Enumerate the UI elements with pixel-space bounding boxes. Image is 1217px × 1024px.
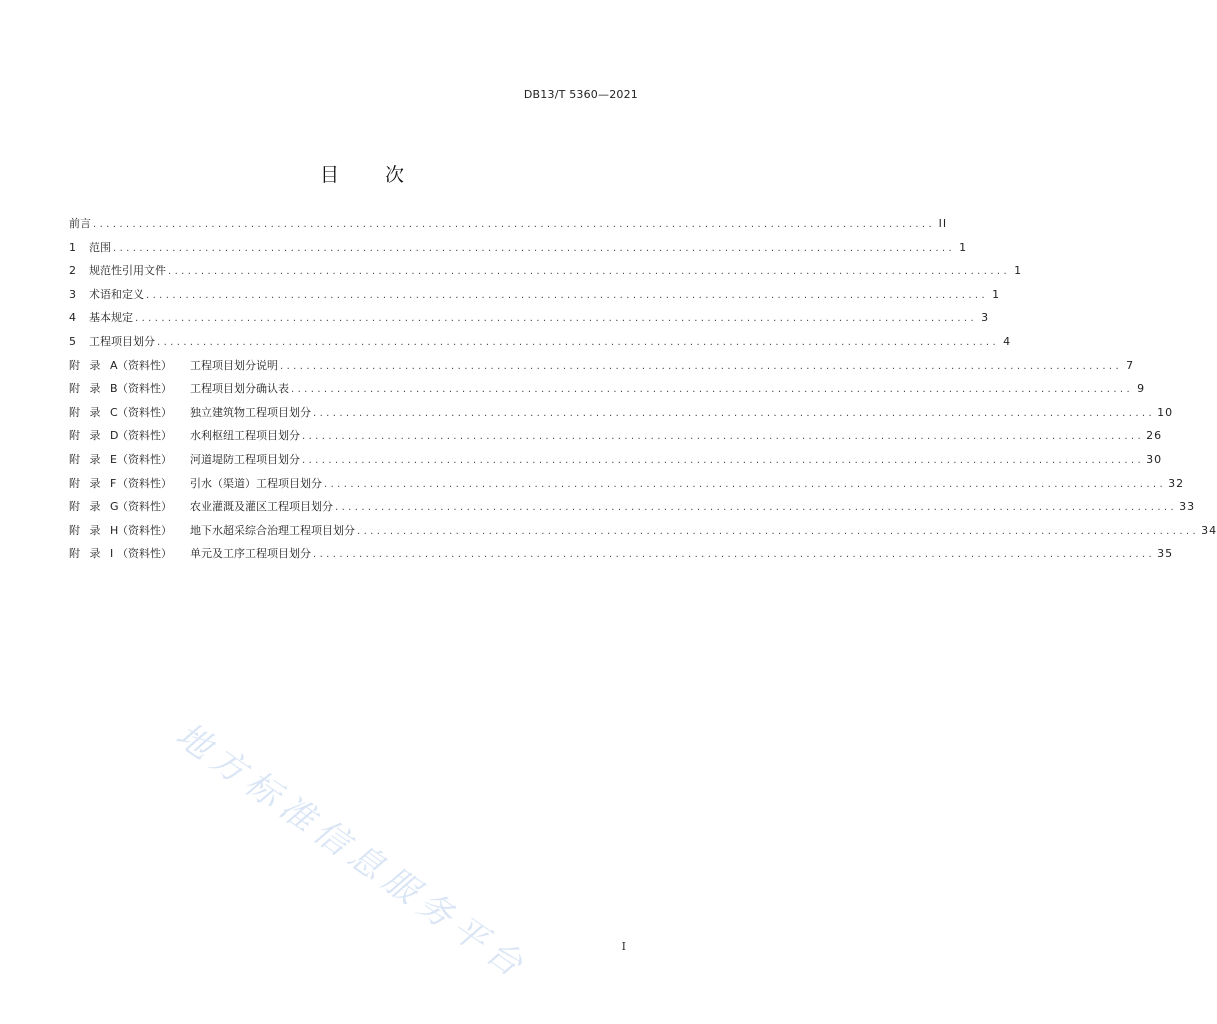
toc-entry-page: 4 (1003, 334, 1012, 348)
toc-entry-label: 前言 (69, 217, 91, 230)
toc-entry-page: 1 (1014, 264, 1023, 278)
toc-entry-page: 7 (1126, 358, 1135, 372)
toc-entry-annex-g[interactable] (69, 500, 1196, 524)
toc-annex-prefix: 附 录 F (69, 476, 120, 490)
toc-annex-type: （资料性） (117, 429, 172, 443)
toc-entry-page: II (938, 217, 948, 230)
toc-entry-page: 34 (1201, 523, 1217, 537)
toc-entry-label: 工程项目划分确认表 (190, 382, 289, 396)
toc-entry-label: 河道堤防工程项目划分 (190, 452, 300, 466)
toc-entry-page: 32 (1168, 476, 1185, 490)
toc-entry-label: 基本规定 (89, 311, 133, 325)
toc-entry-label: 术语和定义 (89, 287, 144, 301)
toc-entry-page: 9 (1137, 382, 1146, 396)
toc-entry-annex-d[interactable] (69, 429, 1163, 453)
toc-leader-dots: ................................................................................................................................ (313, 549, 1156, 561)
toc-entry-normative-references[interactable] (69, 264, 1023, 288)
toc-leader-dots: ................................................................................................................................ (357, 525, 1200, 537)
toc-entry-annex-c[interactable] (69, 405, 1174, 430)
toc-annex-prefix: 附 录 B (69, 382, 121, 396)
toc-entry-label: 范围 (89, 240, 111, 254)
toc-entry-number: 5 (69, 334, 76, 348)
toc-annex-type: （资料性） (117, 358, 172, 372)
toc-entry-page: 30 (1146, 452, 1163, 466)
toc-entry-label: 水利枢纽工程项目划分 (190, 429, 300, 443)
toc-entry-annex-e[interactable] (69, 452, 1163, 477)
toc-entry-label: 地下水超采综合治理工程项目划分 (190, 523, 355, 537)
toc-entry-label: 工程项目划分说明 (190, 358, 278, 372)
toc-entry-page: 10 (1157, 405, 1174, 419)
toc-annex-prefix: 附 录 A (69, 358, 121, 372)
toc-annex-type: （资料性） (117, 452, 172, 466)
toc-annex-prefix: 附 录 E (69, 452, 120, 466)
toc-entry-annex-h[interactable] (69, 523, 1217, 548)
toc-annex-prefix: 附 录 G (69, 500, 122, 514)
toc-entry-annex-i[interactable] (69, 547, 1174, 571)
watermark: 地方标准信息服务平台 (168, 714, 536, 989)
toc-leader-dots: ................................................................................................................................ (93, 219, 936, 230)
toc-leader-dots: ................................................................................................................................ (335, 502, 1178, 514)
toc-entry-annex-b[interactable] (69, 382, 1146, 406)
toc-annex-prefix: 附 录 D (69, 429, 122, 443)
toc-annex-type: （资料性） (117, 382, 172, 396)
toc-leader-dots: ................................................................................................................................ (146, 289, 989, 301)
toc-annex-prefix: 附 录 I (69, 547, 117, 561)
toc-annex-type: （资料性） (117, 500, 172, 514)
toc-entry-number: 2 (69, 264, 76, 278)
toc-entry-scope[interactable] (69, 240, 968, 265)
toc-entry-number: 1 (69, 240, 76, 254)
toc-annex-type: （资料性） (117, 523, 172, 537)
toc-entry-basic-provisions[interactable] (69, 311, 990, 335)
toc-annex-type: （资料性） (117, 405, 172, 419)
toc-leader-dots: ................................................................................................................................ (157, 336, 1000, 348)
toc-entry-number: 4 (69, 311, 76, 325)
document-code: DB13/T 5360—2021 (523, 88, 638, 101)
toc-entry-foreword[interactable] (69, 217, 948, 241)
toc-annex-type: （资料性） (117, 547, 172, 561)
toc-leader-dots: ................................................................................................................................ (324, 478, 1167, 490)
toc-entry-page: 26 (1146, 429, 1163, 443)
toc-leader-dots: ................................................................................................................................ (302, 454, 1145, 466)
toc-entry-label: 规范性引用文件 (89, 264, 166, 278)
toc-entry-label: 独立建筑物工程项目划分 (190, 405, 311, 419)
table-of-contents (69, 217, 1217, 571)
toc-leader-dots: ................................................................................................................................ (135, 313, 978, 325)
toc-entry-page: 1 (959, 240, 968, 254)
toc-entry-label: 工程项目划分 (89, 334, 155, 348)
toc-entry-page: 3 (981, 311, 990, 325)
toc-entry-label: 引水（渠道）工程项目划分 (190, 476, 322, 490)
toc-title: 目 次 (319, 164, 425, 186)
toc-annex-type: （资料性） (117, 476, 172, 490)
toc-entry-annex-a[interactable] (69, 358, 1135, 383)
toc-entry-terms-definitions[interactable] (69, 287, 1001, 312)
toc-entry-label: 农业灌溉及灌区工程项目划分 (190, 500, 333, 514)
toc-leader-dots: ................................................................................................................................ (302, 431, 1145, 443)
toc-leader-dots: ................................................................................................................................ (168, 266, 1011, 278)
toc-entry-project-division[interactable] (69, 334, 1012, 359)
toc-leader-dots: ................................................................................................................................ (280, 360, 1123, 372)
toc-entry-annex-f[interactable] (69, 476, 1185, 501)
toc-entry-page: 1 (992, 287, 1001, 301)
toc-leader-dots: ................................................................................................................................ (291, 384, 1134, 396)
toc-entry-page: 33 (1179, 500, 1196, 514)
toc-leader-dots: ................................................................................................................................ (113, 242, 956, 254)
toc-annex-prefix: 附 录 H (69, 523, 122, 537)
toc-leader-dots: ................................................................................................................................ (313, 407, 1156, 419)
toc-entry-label: 单元及工序工程项目划分 (190, 547, 311, 561)
toc-annex-prefix: 附 录 C (69, 405, 121, 419)
toc-entry-number: 3 (69, 287, 76, 301)
page-number: I (621, 940, 626, 953)
toc-entry-page: 35 (1157, 547, 1174, 561)
